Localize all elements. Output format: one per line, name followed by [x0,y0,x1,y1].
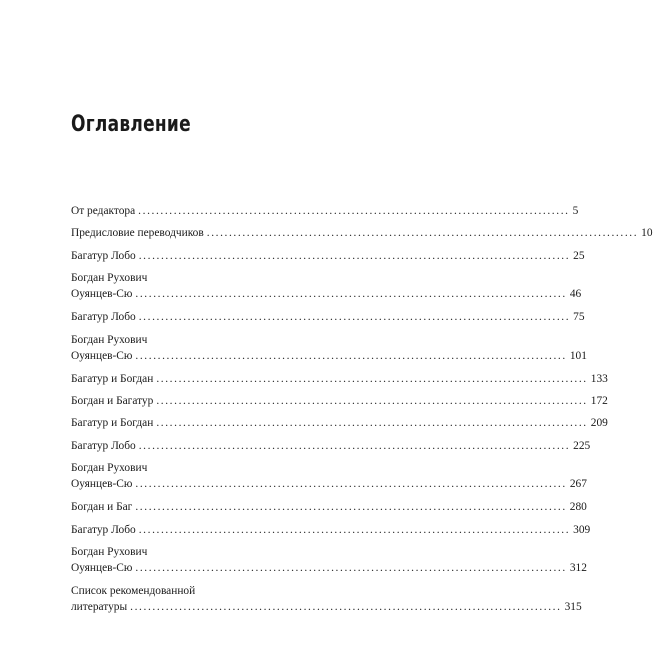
toc-entry-page: 280 [569,501,587,514]
dot-leader: ................................................................................................. [135,561,567,574]
dot-leader: ................................................................................................. [130,600,562,613]
dot-leader: ................................................................................................. [156,394,588,407]
toc-entry[interactable] [71,544,587,576]
toc-entry-title-line1: Богдан Рухович [71,333,148,346]
dot-leader: ................................................................................................. [138,439,571,452]
toc-entry-title: Багатур Лобо [71,523,136,536]
toc-entry-title-line1: Богдан Рухович [71,545,148,558]
dot-leader: ................................................................................................. [135,501,567,514]
toc-entry[interactable] [71,332,587,364]
toc-entry-title: Богдан и Багатур [71,394,154,407]
toc-entry-page: 133 [590,372,608,385]
toc-entry-page: 267 [569,478,587,491]
toc-entry[interactable] [71,270,582,302]
toc-entry-title: Оуянцев-Сю [71,349,133,362]
toc-entry-title: Багатур и Богдан [71,417,154,430]
toc-entry[interactable] [71,371,608,387]
toc-entry-title: От редактора [71,205,136,217]
toc-entry[interactable] [71,415,608,431]
toc-entry-page: 10 [641,227,653,240]
dot-leader: ................................................................................................. [138,205,570,217]
toc-entry-title: Багатур Лобо [71,249,136,262]
page-title: Оглавление [71,112,191,137]
toc-entry-page: 25 [573,249,585,262]
toc-entry-title: Багатур и Богдан [71,372,154,385]
toc-entry[interactable] [71,438,591,454]
dot-leader: ................................................................................................. [206,227,639,240]
toc-entry-title: Оуянцев-Сю [71,288,133,301]
toc-entry[interactable] [71,309,585,325]
dot-leader: ................................................................................................. [135,478,567,491]
toc-entry[interactable] [71,522,591,538]
toc-entry-page: 75 [573,311,585,324]
toc-entry-page: 225 [573,439,591,452]
dot-leader: ................................................................................................. [135,349,567,362]
dot-leader: ................................................................................................. [156,417,588,430]
toc-entry-page: 312 [569,561,587,574]
toc-entry-page: 46 [569,288,582,301]
dot-leader: ................................................................................................. [138,311,571,324]
toc-entry-title-line1: Богдан Рухович [71,272,148,285]
toc-entry[interactable] [71,248,585,264]
toc-entry-page: 315 [564,600,582,613]
toc-entry-title: Багатур Лобо [71,311,136,324]
toc-entry[interactable] [71,499,587,515]
toc-entry-title: Оуянцев-Сю [71,561,133,574]
dot-leader: ................................................................................................. [138,249,571,262]
toc-entry[interactable] [71,203,579,219]
toc-entry-title: литературы [71,600,128,613]
toc-entry-title-line1: Список рекомендованной [71,584,196,597]
toc-entry-page: 5 [572,205,579,217]
toc-entry-title: Оуянцев-Сю [71,478,133,491]
dot-leader: ................................................................................................. [135,288,567,301]
dot-leader: ................................................................................................. [156,372,588,385]
table-of-contents [71,203,653,622]
toc-entry-title: Багатур Лобо [71,439,136,452]
toc-entry[interactable] [71,460,587,492]
toc-entry-page: 101 [569,349,587,362]
toc-entry-page: 309 [573,523,591,536]
toc-entry-title: Богдан и Баг [71,501,133,514]
toc-entry[interactable] [71,393,608,409]
toc-entry-page: 209 [590,417,608,430]
toc-entry-page: 172 [590,394,608,407]
toc-entry-title: Предисловие переводчиков [71,227,204,240]
toc-entry[interactable] [71,225,653,241]
toc-entry[interactable] [71,583,582,615]
dot-leader: ................................................................................................. [138,523,571,536]
toc-entry-title-line1: Богдан Рухович [71,462,148,475]
